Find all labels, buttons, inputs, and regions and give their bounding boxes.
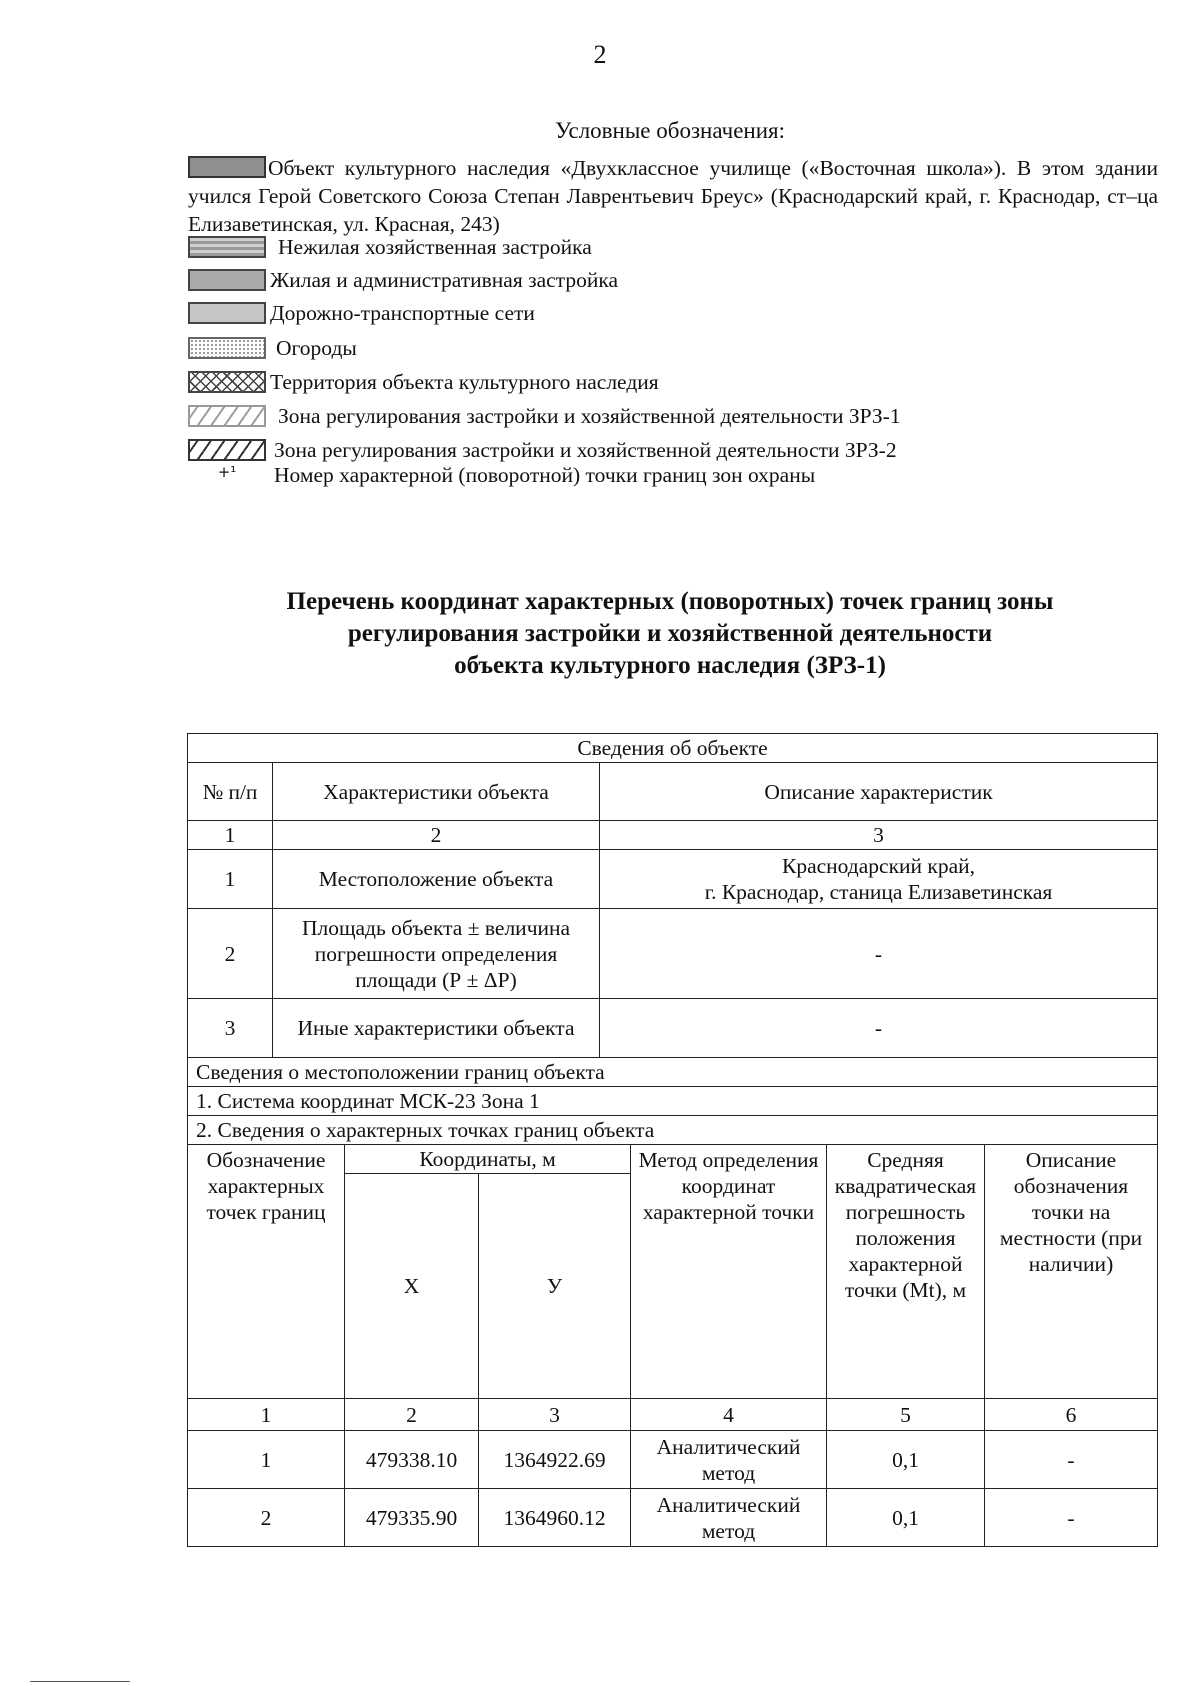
- table-row: [188, 999, 1158, 1058]
- point-rms: 0,1: [827, 1489, 985, 1547]
- table-row: [188, 850, 1158, 909]
- legend-item-label: Нежилая хозяйственная застройка: [278, 234, 592, 259]
- points-table: [187, 1144, 1158, 1547]
- legend-item-label: Номер характерной (поворотной) точки границ зон охраны: [274, 462, 816, 487]
- legend-item-label: Зона регулирования застройки и хозяйственной деятельности ЗРЗ-1: [278, 403, 901, 428]
- legend-item-label: Жилая и административная застройка: [270, 267, 618, 292]
- column-number: 1: [188, 1399, 345, 1431]
- table-row: [188, 909, 1158, 999]
- column-number: 6: [985, 1399, 1158, 1431]
- location-section-title: Сведения о местоположении границ объекта: [188, 1058, 1158, 1087]
- header-description: Описание характеристик: [600, 763, 1158, 821]
- legend-item-label: Огороды: [276, 335, 357, 360]
- nonresidential-swatch-icon: [188, 236, 266, 258]
- document-title: [0, 586, 1200, 682]
- description-line: г. Краснодар, станица Елизаветинская: [704, 880, 1053, 904]
- point-method: Аналитический метод: [631, 1431, 827, 1489]
- row-characteristic: Площадь объекта ± величина погрешности определения площади (Р ± ΔР): [273, 909, 600, 999]
- object-info-table: [187, 733, 1158, 1145]
- legend-item-label: Зона регулирования застройки и хозяйственной деятельности ЗРЗ-2: [274, 437, 897, 462]
- point-number: 2: [188, 1489, 345, 1547]
- residential-swatch-icon: [188, 269, 266, 291]
- heritage-territory-swatch-icon: [188, 371, 266, 393]
- legend-item-label: Дорожно-транспортные сети: [270, 300, 535, 325]
- header-characteristic: Характеристики объекта: [273, 763, 600, 821]
- row-characteristic: Местоположение объекта: [273, 850, 600, 909]
- legend-item-zrz2: [188, 436, 897, 464]
- header-method: Метод определения координат характерной точки: [631, 1145, 827, 1399]
- point-rms: 0,1: [827, 1431, 985, 1489]
- legend-item-nonresidential: [188, 233, 592, 261]
- legend-item-point-number: [188, 461, 815, 489]
- header-num: № п/п: [188, 763, 273, 821]
- legend-item-residential: [188, 266, 618, 294]
- legend-item-gardens: [188, 334, 357, 362]
- legend-title: Условные обозначения:: [554, 118, 786, 143]
- coordinate-system: 1. Система координат МСК-23 Зона 1: [188, 1087, 1158, 1116]
- point-description: -: [985, 1431, 1158, 1489]
- point-number-icon: +¹: [217, 463, 237, 481]
- legend-item-roads: [188, 299, 535, 327]
- point-y: 1364960.12: [479, 1489, 631, 1547]
- row-description: -: [600, 909, 1158, 999]
- row-description: -: [600, 999, 1158, 1058]
- header-y: У: [479, 1174, 631, 1399]
- roads-swatch-icon: [188, 302, 266, 324]
- column-number: 2: [273, 821, 600, 850]
- row-characteristic: Иные характеристики объекта: [273, 999, 600, 1058]
- points-section-title: 2. Сведения о характерных точках границ объекта: [188, 1116, 1158, 1145]
- legend-heritage-object: [188, 154, 1158, 238]
- description-line: Краснодарский край,: [781, 854, 976, 878]
- point-description: -: [985, 1489, 1158, 1547]
- row-num: 2: [188, 909, 273, 999]
- header-coordinates: Координаты, м: [345, 1145, 631, 1174]
- row-description: [600, 850, 1158, 909]
- zrz2-hatch-swatch-icon: [188, 439, 266, 461]
- legend-item-label: Территория объекта культурного наследия: [270, 369, 659, 394]
- object-info-section-title: Сведения об объекте: [188, 734, 1158, 763]
- column-number: 5: [827, 1399, 985, 1431]
- footnote-divider: [30, 1681, 130, 1682]
- point-number: 1: [188, 1431, 345, 1489]
- point-x: 479335.90: [345, 1489, 479, 1547]
- header-point-description: Описание обозначения точки на местности (при наличии): [985, 1145, 1158, 1399]
- table-row: [188, 1431, 1158, 1489]
- point-x: 479338.10: [345, 1431, 479, 1489]
- zrz1-hatch-swatch-icon: [188, 405, 266, 427]
- column-number: 3: [600, 821, 1158, 850]
- legend-item-zrz1: [188, 402, 901, 430]
- row-num: 1: [188, 850, 273, 909]
- page-number: 2: [593, 40, 607, 69]
- column-number: 3: [479, 1399, 631, 1431]
- header-rms: Средняя квадратическая погрешность положения характерной точки (Мt), м: [827, 1145, 985, 1399]
- row-num: 3: [188, 999, 273, 1058]
- column-number: 4: [631, 1399, 827, 1431]
- document-title-line: Перечень координат характерных (поворотных) точек границ зоны: [286, 588, 1054, 615]
- point-method: Аналитический метод: [631, 1489, 827, 1547]
- point-y: 1364922.69: [479, 1431, 631, 1489]
- header-x: Х: [345, 1174, 479, 1399]
- table-row: [188, 1489, 1158, 1547]
- document-title-line: регулирования застройки и хозяйственной деятельности: [347, 620, 993, 647]
- document-title-line: объекта культурного наследия (ЗРЗ-1): [454, 652, 886, 679]
- gardens-swatch-icon: [188, 337, 266, 359]
- header-designation: Обозначение характерных точек границ: [188, 1145, 345, 1399]
- column-number: 1: [188, 821, 273, 850]
- heritage-object-swatch-icon: [188, 156, 266, 178]
- heritage-object-label: Объект культурного наследия «Двухклассное училище («Восточная школа»). В этом здании учился Герой Советского Союза Степан Лаврентьевич Бреус» (Краснодарский край, г. Краснодар, ст–ца Елизаветинская, ул. Красная, 243): [188, 156, 1158, 236]
- legend-item-heritage-territory: [188, 368, 659, 396]
- column-number: 2: [345, 1399, 479, 1431]
